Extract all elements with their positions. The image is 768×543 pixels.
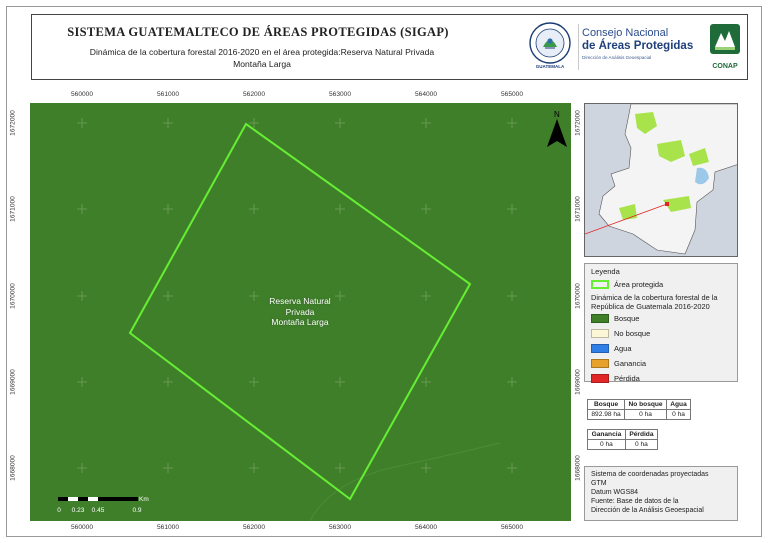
- guatemala-seal-logo: [528, 21, 572, 65]
- cnap-logo-line3: Dirección de Análisis Geoespacial: [582, 55, 652, 60]
- legend-swatch: [591, 280, 609, 289]
- map-subtitle: Dinámica de la cobertura forestal 2016-2020 en el área protegida:Reserva Natural Privada Montaña Larga: [89, 47, 435, 69]
- x-tick-label: 565000: [500, 524, 524, 531]
- x-tick-label: 560000: [70, 524, 94, 531]
- x-tick-label: 562000: [242, 524, 266, 531]
- info-line: Fuente: Base de datos de la: [591, 498, 679, 505]
- x-tick-label: 563000: [328, 524, 352, 531]
- info-line: Sistema de coordenadas proyectadas: [591, 471, 709, 478]
- y-tick-label: 1669000: [574, 369, 582, 395]
- legend-swatch: [591, 329, 609, 338]
- table-cell: 0 ha: [625, 440, 657, 450]
- north-arrow-icon: [547, 110, 567, 147]
- seal-caption: GUATEMALA: [535, 64, 565, 69]
- map-title: SISTEMA GUATEMALTECO DE ÁREAS PROTEGIDAS (SIGAP): [67, 25, 449, 39]
- legend-swatch: [591, 314, 609, 323]
- legend-label: Área protegida: [614, 279, 664, 289]
- legend-swatch: [591, 374, 609, 383]
- conap-logo: [709, 23, 741, 63]
- legend-title: Leyenda: [591, 267, 620, 276]
- legend-label: Ganancia: [614, 358, 647, 368]
- x-tick-label: 563000: [328, 91, 352, 98]
- table-header: No bosque: [625, 400, 667, 410]
- map-header: [31, 14, 748, 80]
- terrain-line: [310, 443, 500, 521]
- legend-item: [591, 343, 632, 353]
- protected-area-label: [245, 296, 355, 328]
- x-tick-label: 565000: [500, 91, 524, 98]
- table-header: Bosque: [588, 400, 625, 410]
- table-cell: 0 ha: [625, 410, 667, 420]
- x-tick-label: 564000: [414, 524, 438, 531]
- scale-label: 0.9: [132, 507, 142, 514]
- legend-subtitle: Dinámica de la cobertura forestal de la República de Guatemala 2016-2020: [591, 293, 718, 311]
- y-tick-label: 1668000: [9, 455, 17, 481]
- table-header: Ganancia: [588, 430, 626, 440]
- area-label-line2: Privada: [285, 306, 315, 317]
- info-line: Datum WGS84: [591, 489, 639, 496]
- legend-label: Pérdida: [614, 373, 640, 383]
- inset-location-marker: [665, 202, 669, 206]
- cnap-logo-line2: de Áreas Protegidas: [582, 40, 694, 52]
- table-header: Pérdida: [625, 430, 657, 440]
- y-tick-label: 1671000: [9, 196, 17, 222]
- area-label-line3: Montaña Larga: [271, 317, 329, 327]
- conap-logo-text: CONAP: [712, 63, 738, 70]
- table-cell: 892.98 ha: [588, 410, 625, 420]
- scale-label: 0.45: [91, 507, 105, 514]
- area-label-line1: Reserva Natural: [269, 296, 331, 306]
- legend-swatch: [591, 359, 609, 368]
- x-tick-label: 561000: [156, 91, 180, 98]
- x-tick-label: 561000: [156, 524, 180, 531]
- scale-label: 0: [57, 507, 61, 514]
- legend-item: [591, 313, 639, 323]
- table-cell: 0 ha: [667, 410, 691, 420]
- legend: [584, 263, 738, 382]
- table-header: Agua: [667, 400, 691, 410]
- change-table: [587, 429, 658, 450]
- x-tick-label: 560000: [70, 91, 94, 98]
- cnap-logo-line1: Consejo Nacional: [582, 27, 669, 39]
- legend-label: Agua: [614, 343, 632, 353]
- coverage-table: [587, 399, 691, 420]
- info-line: GTM: [591, 480, 607, 487]
- y-tick-label: 1670000: [9, 283, 17, 309]
- logos: [522, 20, 747, 76]
- x-tick-label: 564000: [414, 91, 438, 98]
- main-map[interactable]: [30, 103, 571, 521]
- logo-divider: [578, 24, 579, 70]
- y-tick-label: 1668000: [574, 455, 582, 481]
- legend-item-area-protegida: [591, 279, 663, 289]
- legend-label: Bosque: [614, 313, 640, 323]
- legend-item: [591, 373, 640, 383]
- scale-unit: Km: [139, 496, 149, 503]
- y-tick-label: 1671000: [574, 196, 582, 222]
- info-line: Dirección de la Análisis Geoespacial: [591, 507, 704, 514]
- scale-bar: [58, 497, 138, 501]
- legend-item: [591, 358, 646, 368]
- scale-label: 0.23: [71, 507, 85, 514]
- y-tick-label: 1672000: [9, 110, 17, 136]
- coordinate-system-info: [584, 466, 738, 521]
- table-cell: 0 ha: [588, 440, 626, 450]
- x-tick-label: 562000: [242, 91, 266, 98]
- north-label: N: [554, 110, 560, 119]
- inset-canvas: [585, 104, 738, 257]
- y-tick-label: 1670000: [574, 283, 582, 309]
- inset-locator-map: [584, 103, 738, 257]
- y-tick-label: 1669000: [9, 369, 17, 395]
- legend-swatch: [591, 344, 609, 353]
- y-tick-label: 1672000: [574, 110, 582, 136]
- legend-label: No bosque: [614, 328, 651, 338]
- legend-item: [591, 328, 650, 338]
